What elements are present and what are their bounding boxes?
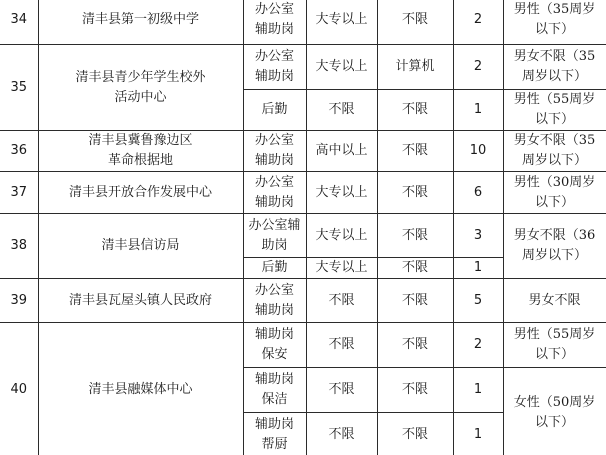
table-row [0,131,606,172]
hire-count: 10 [453,131,503,172]
education-req: 大专以上 [306,0,377,45]
post-name: 办公室 辅助岗 [243,131,306,172]
hire-count: 1 [453,368,503,413]
major-req: 不限 [377,413,453,455]
other-conditions: 男性（55周岁 以下） [503,323,606,368]
unit-name: 清丰县瓦屋头镇人民政府 [38,279,243,323]
unit-name: 清丰县冀鲁豫边区 革命根据地 [38,131,243,172]
table-row [0,0,606,45]
major-req: 不限 [377,368,453,413]
major-req: 不限 [377,131,453,172]
other-conditions: 男女不限 [503,279,606,323]
row-number: 36 [0,131,38,172]
other-conditions: 男性（30周岁 以下） [503,172,606,214]
major-req: 不限 [377,323,453,368]
unit-name: 清丰县开放合作发展中心 [38,172,243,214]
hire-count: 1 [453,413,503,455]
major-req: 不限 [377,258,453,279]
hire-count: 6 [453,172,503,214]
post-name: 辅助岗 帮厨 [243,413,306,455]
unit-name: 清丰县融媒体中心 [38,323,243,455]
education-req: 不限 [306,279,377,323]
education-req: 高中以上 [306,131,377,172]
hire-count: 1 [453,258,503,279]
post-name: 后勤 [243,258,306,279]
other-conditions: 男女不限（35 周岁以下） [503,131,606,172]
education-req: 大专以上 [306,172,377,214]
major-req: 不限 [377,279,453,323]
education-req: 不限 [306,368,377,413]
education-req: 不限 [306,90,377,131]
table-row [0,172,606,214]
hire-count: 2 [453,0,503,45]
hire-count: 2 [453,323,503,368]
education-req: 大专以上 [306,45,377,90]
other-conditions: 男性（55周岁 以下） [503,90,606,131]
row-number: 40 [0,323,38,455]
education-req: 不限 [306,323,377,368]
row-number: 37 [0,172,38,214]
unit-name: 清丰县信访局 [38,214,243,279]
post-name: 办公室 辅助岗 [243,172,306,214]
hire-count: 1 [453,90,503,131]
post-name: 辅助岗 保安 [243,323,306,368]
hire-count: 2 [453,45,503,90]
post-name: 办公室 辅助岗 [243,45,306,90]
other-conditions: 男女不限（35 周岁以下） [503,45,606,90]
table-row [0,45,606,90]
other-conditions: 女性（50周岁 以下） [503,368,606,455]
other-conditions: 男女不限（36 周岁以下） [503,214,606,279]
post-name: 辅助岗 保洁 [243,368,306,413]
education-req: 大专以上 [306,214,377,258]
post-name: 办公室 辅助岗 [243,0,306,45]
table-row [0,214,606,258]
education-req: 大专以上 [306,258,377,279]
major-req: 不限 [377,172,453,214]
major-req: 不限 [377,214,453,258]
post-name: 办公室辅 助岗 [243,214,306,258]
row-number: 38 [0,214,38,279]
hire-count: 5 [453,279,503,323]
table-row [0,279,606,323]
major-req: 不限 [377,0,453,45]
major-req: 计算机 [377,45,453,90]
major-req: 不限 [377,90,453,131]
row-number: 34 [0,0,38,45]
table-row [0,323,606,368]
post-name: 后勤 [243,90,306,131]
unit-name: 清丰县青少年学生校外 活动中心 [38,45,243,131]
row-number: 39 [0,279,38,323]
hire-count: 3 [453,214,503,258]
post-name: 办公室 辅助岗 [243,279,306,323]
row-number: 35 [0,45,38,131]
other-conditions: 男性（35周岁 以下） [503,0,606,45]
unit-name: 清丰县第一初级中学 [38,0,243,45]
education-req: 不限 [306,413,377,455]
